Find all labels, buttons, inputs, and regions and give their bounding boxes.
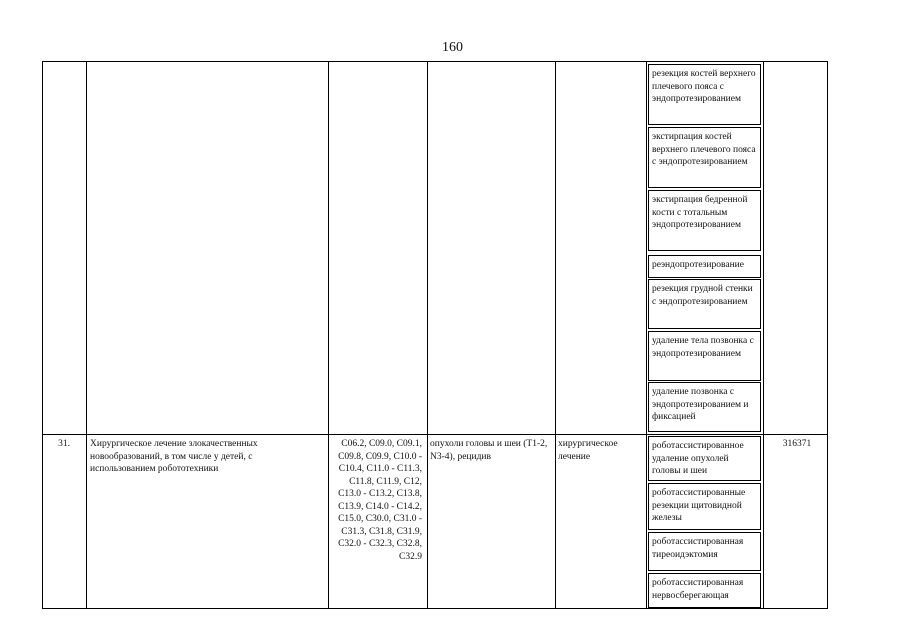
method-cell: удаление позвонка с эндопротезированием и фиксацией [648, 382, 761, 432]
method-cell: роботассистированная нервосберегающая [648, 573, 761, 608]
column-divider [763, 62, 764, 608]
icd-codes: C06.2, C09.0, C09.1, C09.8, C09.9, C10.0 - C10.4, C11.0 - C11.3, C11.8, C11.9, C12, C13.0 - C13.2, C13.8, C13.9, C14.0 - C14.2, C15.0, C30.0, C31.0 - C31.3, C31.8, C31.9, C32.0 - C32.3, C32.8, C32.9 [338, 439, 422, 562]
method-cell: роботассистированное удаление опухолей головы и шеи [648, 436, 761, 481]
method-cell: удаление тела позвонка с эндопротезированием [648, 331, 761, 381]
method-cell: резекция грудной стенки с эндопротезированием [648, 279, 761, 329]
column-divider [427, 62, 428, 608]
method-cell: резекция костей верхнего плечевого пояса с эндопротезированием [648, 64, 761, 125]
cost-value: 316371 [782, 439, 812, 449]
procedure-name: Хирургическое лечение злокачественных новообразований, в том числе у детей, с использованием робототехники [90, 439, 258, 474]
method-cell: реэндопротезирование [648, 255, 761, 278]
column-divider [555, 62, 556, 608]
method-cell: экстирпация костей верхнего плечевого пояса с эндопротезированием [648, 127, 761, 188]
treatment-type: хирургическое лечение [558, 439, 618, 462]
column-divider [646, 62, 647, 608]
method-cell: роботассистированные резекции щитовидной железы [648, 483, 761, 530]
column-divider [86, 62, 87, 608]
disease-model: опухоли головы и шеи (T1-2, N3-4), рецидив [430, 439, 548, 462]
method-cell: роботассистированная тиреоидэктомия [648, 532, 761, 571]
page-number: 160 [442, 40, 463, 55]
method-cell: экстирпация бедренной кости с тотальным эндопротезированием [648, 190, 761, 251]
column-divider [328, 62, 329, 608]
row-number: 31. [58, 439, 70, 449]
row-divider [43, 434, 827, 435]
medical-procedures-table [42, 61, 828, 609]
